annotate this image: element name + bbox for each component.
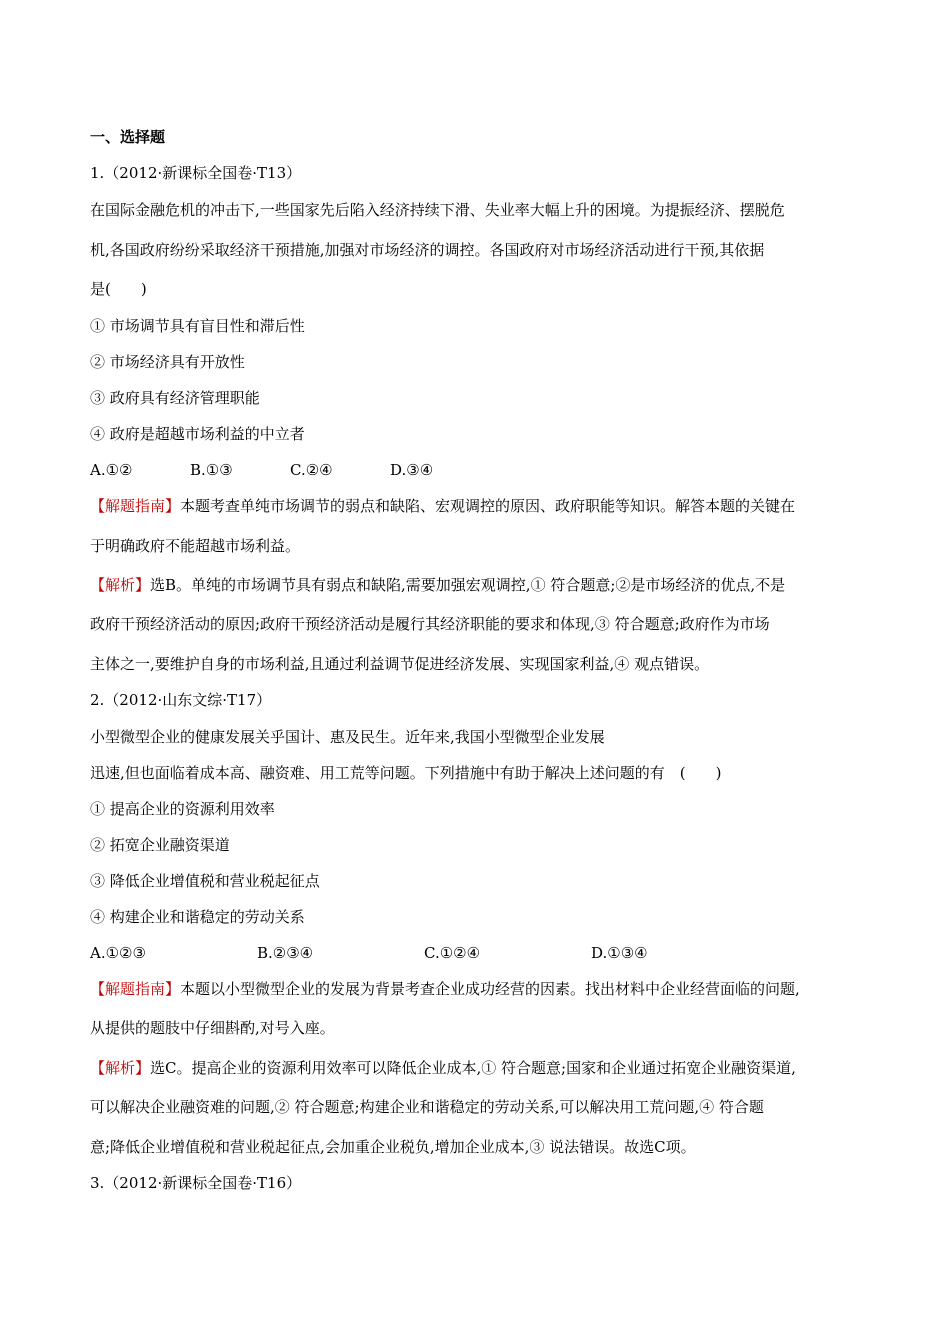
q3-header: 3.（2012·新课标全国卷·T16）	[90, 1174, 302, 1192]
q1-stem-line-2: 机,各国政府纷纷采取经济干预措施,加强对市场经济的调控。各国政府对市场经济活动进行干预,其依据	[90, 241, 765, 259]
q2-choice-c: C.①②④	[424, 944, 481, 962]
q1-analysis-line-2: 政府干预经济活动的原因;政府干预经济活动是履行其经济职能的要求和体现,③ 符合题意;政府作为市场	[90, 615, 770, 633]
q1-item-2: ② 市场经济具有开放性	[90, 353, 245, 371]
q2-header: 2.（2012·山东文综·T17）	[90, 691, 272, 709]
q1-analysis-line-3: 主体之一,要维护自身的市场利益,且通过利益调节促进经济发展、实现国家利益,④ 观点错误。	[90, 655, 710, 673]
q2-item-4: ④ 构建企业和谐稳定的劳动关系	[90, 908, 305, 926]
q2-item-2: ② 拓宽企业融资渠道	[90, 836, 230, 854]
q1-analysis-line-1	[90, 575, 785, 595]
q2-guide-line-1	[90, 979, 800, 999]
q1-choice-d: D.③④	[390, 461, 434, 479]
q2-guide-line-2: 从提供的题肢中仔细斟酌,对号入座。	[90, 1019, 335, 1037]
q2-stem-line-2: 迅速,但也面临着成本高、融资难、用工荒等问题。下列措施中有助于解决上述问题的有 ( )	[90, 764, 722, 782]
q1-choice-b: B.①③	[190, 461, 233, 479]
q2-choice-b: B.②③④	[257, 944, 314, 962]
q2-choices	[90, 943, 648, 963]
q1-choice-a: A.①②	[90, 461, 133, 479]
section-title: 一、选择题	[90, 128, 166, 146]
q1-guide-line-2: 于明确政府不能超越市场利益。	[90, 537, 301, 555]
q2-analysis-line-3: 意;降低企业增值税和营业税起征点,会加重企业税负,增加企业成本,③ 说法错误。故选C项。	[90, 1138, 696, 1156]
q1-guide-line-1	[90, 496, 795, 516]
q1-item-1: ① 市场调节具有盲目性和滞后性	[90, 317, 305, 335]
q2-choice-a: A.①②③	[90, 944, 146, 962]
q2-item-1: ① 提高企业的资源利用效率	[90, 800, 275, 818]
q1-guide-tag: 【解题指南】	[90, 497, 181, 515]
q1-choice-c: C.②④	[290, 461, 333, 479]
q2-analysis-text-1: 选C。提高企业的资源利用效率可以降低企业成本,① 符合题意;国家和企业通过拓宽企业融资渠道,	[150, 1059, 796, 1077]
q1-guide-text-1: 本题考查单纯市场调节的弱点和缺陷、宏观调控的原因、政府职能等知识。解答本题的关键在	[180, 497, 796, 515]
q1-header: 1.（2012·新课标全国卷·T13）	[90, 164, 302, 182]
q1-item-4: ④ 政府是超越市场利益的中立者	[90, 425, 305, 443]
q1-analysis-text-1: 选B。单纯的市场调节具有弱点和缺陷,需要加强宏观调控,① 符合题意;②是市场经济的优点,不是	[150, 576, 786, 594]
q2-analysis-tag: 【解析】	[90, 1059, 151, 1077]
q1-stem-line-1: 在国际金融危机的冲击下,一些国家先后陷入经济持续下滑、失业率大幅上升的困境。为提振经济、摆脱危	[90, 201, 785, 219]
q2-analysis-line-2: 可以解决企业融资难的问题,② 符合题意;构建企业和谐稳定的劳动关系,可以解决用工荒问题,④ 符合题	[90, 1098, 764, 1116]
q2-guide-text-1: 本题以小型微型企业的发展为背景考查企业成功经营的因素。找出材料中企业经营面临的问题,	[180, 980, 800, 998]
q2-analysis-line-1	[90, 1058, 796, 1078]
q1-item-3: ③ 政府具有经济管理职能	[90, 389, 260, 407]
q2-stem-line-1: 小型微型企业的健康发展关乎国计、惠及民生。近年来,我国小型微型企业发展	[90, 728, 605, 746]
q1-stem-line-3: 是( )	[90, 280, 147, 298]
q2-guide-tag: 【解题指南】	[90, 980, 181, 998]
q1-choices	[90, 460, 433, 480]
q1-analysis-tag: 【解析】	[90, 576, 151, 594]
q2-item-3: ③ 降低企业增值税和营业税起征点	[90, 872, 320, 890]
q2-choice-d: D.①③④	[591, 944, 648, 962]
